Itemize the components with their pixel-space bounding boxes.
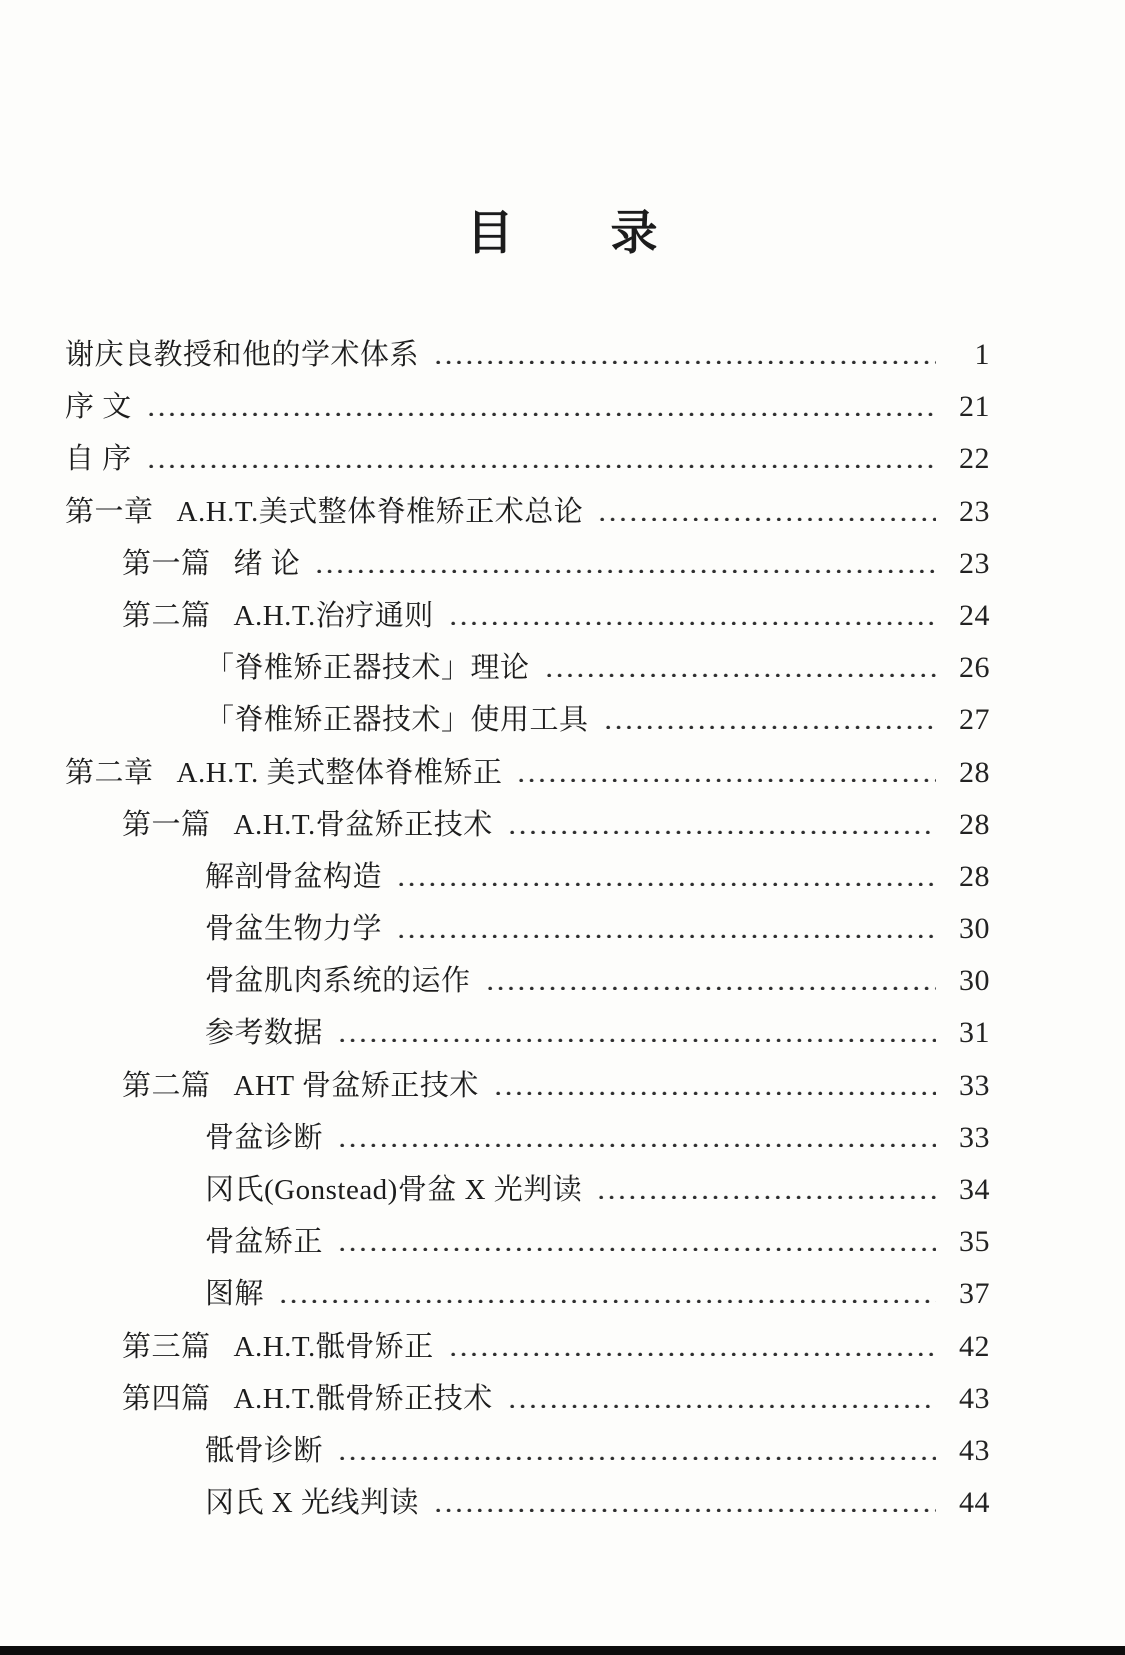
dot-leader: [335, 1037, 936, 1042]
toc-entry: [65, 1324, 990, 1376]
toc-entry-page-number: 26: [959, 651, 990, 685]
toc-entry-page-number: 24: [959, 598, 990, 632]
toc-entry-title: 「脊椎矫正器技术」使用工具: [205, 704, 589, 737]
toc-entry-page-number: 33: [959, 1068, 990, 1102]
toc-entry-title: 冈氏 X 光线判读: [205, 1487, 419, 1520]
toc-entry-label: 第一章: [65, 495, 154, 528]
toc-entry: [65, 1219, 990, 1271]
toc-entry-page-number: 34: [959, 1173, 990, 1206]
dot-leader: [144, 463, 936, 468]
toc-entry: [65, 750, 990, 802]
toc-entry-page-number: 22: [959, 442, 990, 476]
toc-entry-title: 谢庆良教授和他的学术体系: [65, 339, 420, 371]
toc-entry-page-number: 43: [959, 1433, 990, 1467]
dot-leader: [312, 568, 936, 573]
toc-entry: [65, 1271, 990, 1323]
dot-leader: [483, 985, 936, 990]
toc-entry: [65, 1115, 990, 1167]
toc-entry-title: 图解: [205, 1278, 265, 1311]
toc-entry-title: A.H.T.治疗通则: [233, 599, 434, 632]
dot-leader: [505, 829, 936, 834]
toc-entry-page-number: 42: [959, 1329, 990, 1363]
toc-entry-title: 骨盆矫正: [205, 1226, 324, 1259]
toc-entry: [65, 332, 990, 384]
dot-leader: [601, 724, 936, 729]
toc-entry-page-number: 1: [974, 338, 990, 371]
toc-entry-label: 第四篇: [122, 1382, 211, 1415]
toc-entry: [65, 697, 990, 749]
toc-entry: [65, 1480, 990, 1532]
toc-entry-title: 自 序: [65, 443, 132, 476]
toc-entry-page-number: 28: [959, 755, 990, 789]
toc-entry-title: A.H.T.骶骨矫正: [233, 1330, 434, 1363]
dot-leader: [542, 672, 936, 677]
toc-entry-title: A.H.T.美式整体脊椎矫正术总论: [176, 495, 584, 528]
toc-entry-page-number: 28: [959, 807, 990, 841]
toc-entry-title: 冈氏(Gonstead)骨盆 X 光判读: [205, 1174, 583, 1206]
toc-entry: [65, 645, 990, 697]
dot-leader: [491, 1090, 936, 1095]
toc-entry-page-number: 43: [959, 1381, 990, 1415]
toc-entry-title: A.H.T.骨盆矫正技术: [233, 808, 493, 841]
toc-entry-page-number: 28: [959, 859, 990, 893]
toc-entry: [65, 802, 990, 854]
toc-entry-page-number: 23: [959, 494, 990, 528]
toc-entry-title: 解剖骨盆构造: [205, 860, 383, 893]
toc-entry-title: 骨盆肌肉系统的运作: [205, 965, 471, 998]
toc-entry-page-number: 37: [959, 1277, 990, 1311]
toc-entry-title: 骶骨诊断: [205, 1434, 324, 1467]
toc-entry-title: AHT 骨盆矫正技术: [233, 1069, 479, 1102]
dot-leader: [594, 1194, 936, 1199]
toc-entry-label: 第一篇: [122, 547, 211, 580]
toc-entry-title: 绪 论: [233, 547, 301, 580]
dot-leader: [446, 1351, 936, 1356]
dot-leader: [335, 1142, 936, 1147]
toc-list: [65, 332, 990, 1532]
toc-entry-page-number: 27: [959, 703, 990, 737]
toc-entry-title: 骨盆生物力学: [205, 913, 383, 946]
toc-entry: [65, 1010, 990, 1062]
toc-entry-page-number: 30: [959, 964, 990, 998]
dot-leader: [431, 1507, 936, 1512]
toc-entry-page-number: 23: [959, 546, 990, 580]
dot-leader: [394, 881, 936, 886]
toc-entry-title: 骨盆诊断: [205, 1121, 324, 1154]
toc-entry: [65, 854, 990, 906]
dot-leader: [446, 620, 936, 625]
toc-entry-title: 参考数据: [205, 1017, 324, 1050]
toc-entry-label: 第二篇: [122, 599, 211, 632]
toc-entry-page-number: 44: [959, 1486, 990, 1520]
toc-entry: [65, 958, 990, 1010]
toc-entry-page-number: 21: [959, 390, 990, 424]
dot-leader: [505, 1403, 936, 1408]
toc-entry-title: 序 文: [65, 391, 132, 424]
toc-entry-page-number: 35: [959, 1225, 990, 1259]
toc-entry-label: 第一篇: [122, 808, 211, 841]
dot-leader: [335, 1455, 936, 1460]
dot-leader: [394, 933, 936, 938]
toc-entry: [65, 541, 990, 593]
toc-entry: [65, 1376, 990, 1428]
toc-entry: [65, 1063, 990, 1115]
toc-entry-page-number: 31: [959, 1016, 990, 1050]
toc-entry: [65, 1428, 990, 1480]
dot-leader: [431, 359, 936, 364]
dot-leader: [595, 516, 936, 521]
toc-entry: [65, 593, 990, 645]
dot-leader: [335, 1246, 936, 1251]
toc-entry: [65, 489, 990, 541]
toc-entry: [65, 436, 990, 488]
page-title: 目 录: [466, 208, 659, 260]
toc-entry: [65, 906, 990, 958]
scan-edge-artifact: [0, 1646, 1125, 1655]
toc-entry-title: A.H.T.骶骨矫正技术: [233, 1382, 493, 1415]
dot-leader: [514, 777, 936, 782]
toc-entry: [65, 384, 990, 436]
toc-entry-label: 第二章: [65, 756, 154, 789]
toc-entry: [65, 1167, 990, 1219]
toc-entry-page-number: 30: [959, 912, 990, 946]
dot-leader: [144, 411, 936, 416]
toc-entry-title: A.H.T. 美式整体脊椎矫正: [176, 756, 503, 789]
toc-entry-title: 「脊椎矫正器技术」理论: [205, 652, 530, 685]
toc-entry-page-number: 33: [959, 1120, 990, 1154]
toc-entry-label: 第二篇: [122, 1069, 211, 1102]
toc-entry-label: 第三篇: [122, 1330, 211, 1363]
dot-leader: [276, 1298, 936, 1303]
